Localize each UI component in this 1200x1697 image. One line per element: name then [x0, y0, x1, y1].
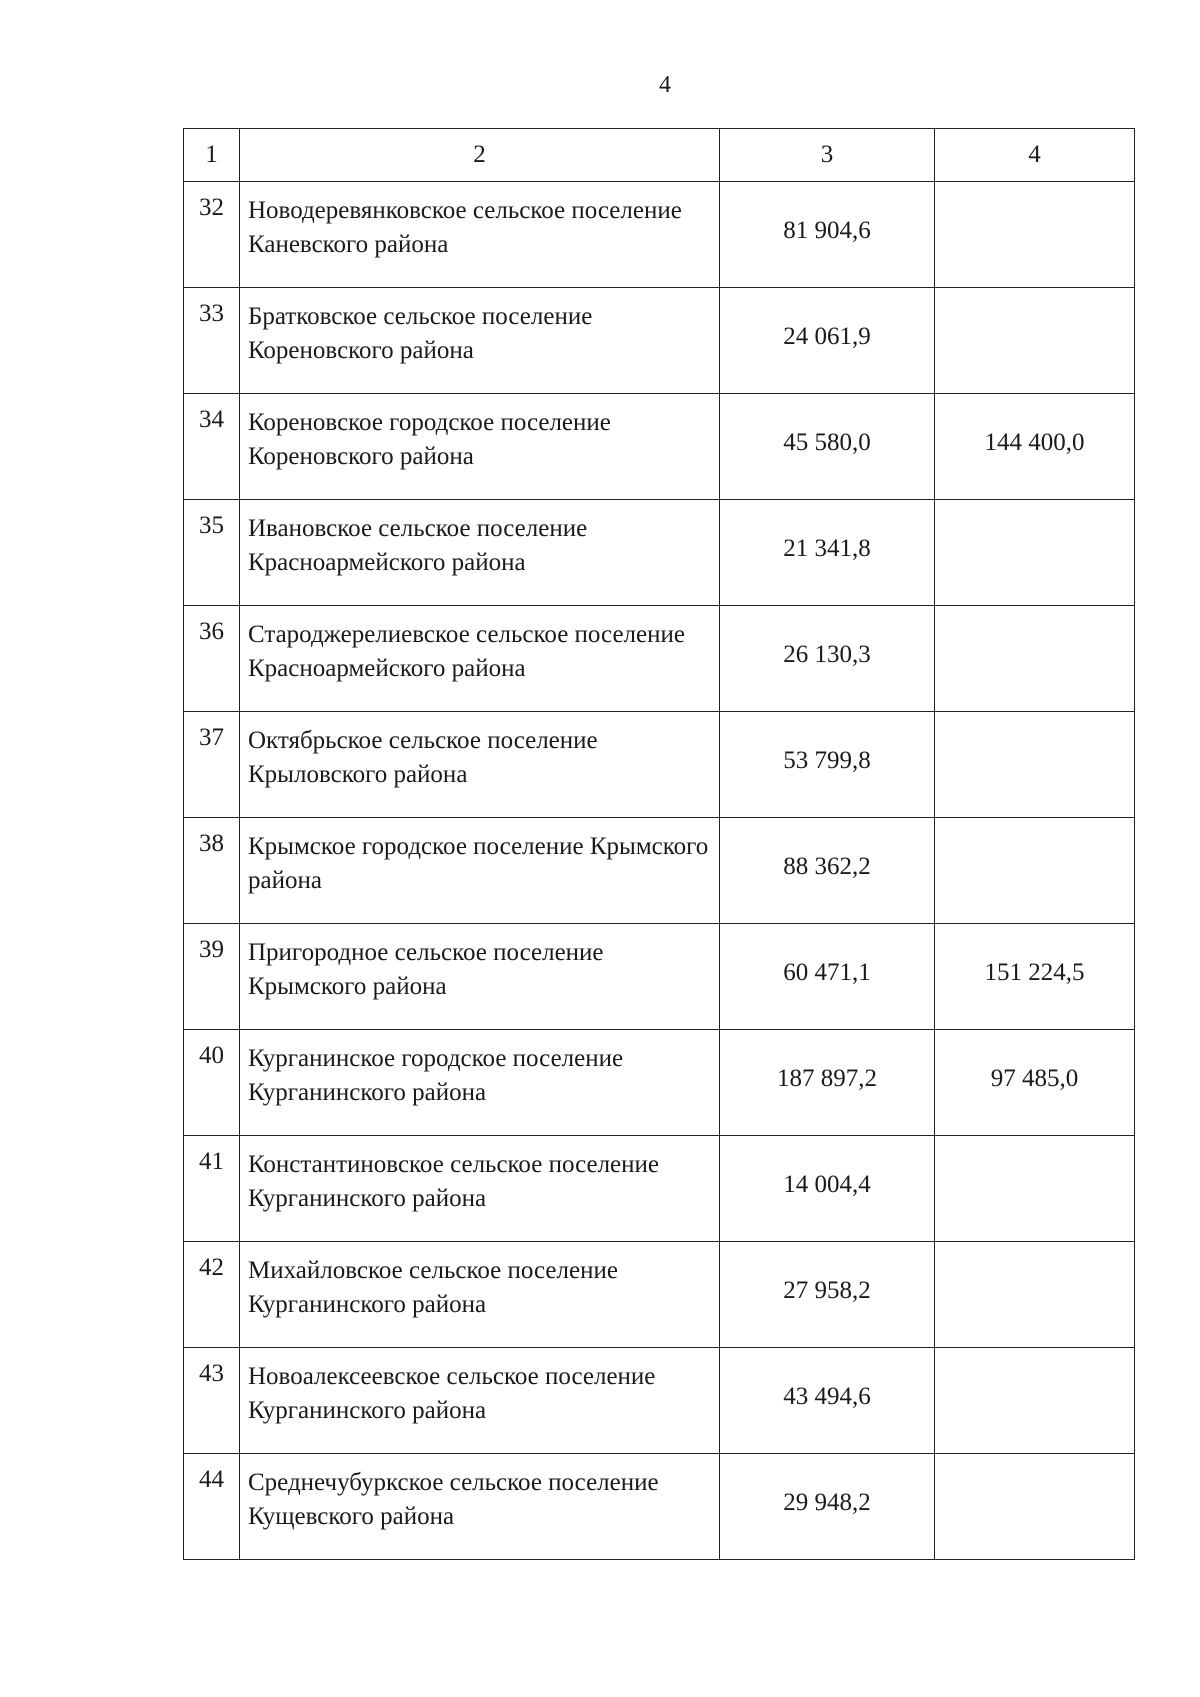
amount-col4	[935, 288, 1135, 394]
settlement-name: Кореновское городское поселение Кореновского района	[240, 394, 720, 500]
settlement-name: Курганинское городское поселение Курганинского района	[240, 1030, 720, 1136]
amount-col3: 88 362,2	[720, 818, 935, 924]
settlement-name: Октябрьское сельское поселение Крыловского района	[240, 712, 720, 818]
amount-col4: 151 224,5	[935, 924, 1135, 1030]
row-number: 40	[184, 1030, 240, 1136]
row-number: 36	[184, 606, 240, 712]
amount-col4	[935, 1242, 1135, 1348]
amount-col3: 24 061,9	[720, 288, 935, 394]
table-row	[184, 1242, 1135, 1348]
table-row	[184, 1454, 1135, 1560]
amount-col4	[935, 1454, 1135, 1560]
amount-col4	[935, 606, 1135, 712]
table-row	[184, 1136, 1135, 1242]
table-row	[184, 394, 1135, 500]
column-header-3: 3	[720, 129, 935, 182]
settlement-name: Крымское городское поселение Крымского района	[240, 818, 720, 924]
settlement-name: Михайловское сельское поселение Курганинского района	[240, 1242, 720, 1348]
amount-col4	[935, 1348, 1135, 1454]
row-number: 44	[184, 1454, 240, 1560]
row-number: 41	[184, 1136, 240, 1242]
row-number: 42	[184, 1242, 240, 1348]
row-number: 33	[184, 288, 240, 394]
amount-col3: 29 948,2	[720, 1454, 935, 1560]
table-row	[184, 182, 1135, 288]
table-row	[184, 288, 1135, 394]
amount-col3: 81 904,6	[720, 182, 935, 288]
table-row	[184, 924, 1135, 1030]
amount-col4	[935, 182, 1135, 288]
table-header-row	[184, 129, 1135, 182]
row-number: 35	[184, 500, 240, 606]
amount-col3: 60 471,1	[720, 924, 935, 1030]
amount-col3: 27 958,2	[720, 1242, 935, 1348]
settlement-name: Константиновское сельское поселение Курганинского района	[240, 1136, 720, 1242]
row-number: 43	[184, 1348, 240, 1454]
row-number: 38	[184, 818, 240, 924]
page-number: 4	[659, 72, 671, 98]
table-row	[184, 1348, 1135, 1454]
column-header-2: 2	[240, 129, 720, 182]
amount-col4	[935, 712, 1135, 818]
amount-col4: 97 485,0	[935, 1030, 1135, 1136]
row-number: 39	[184, 924, 240, 1030]
settlement-name: Пригородное сельское поселение Крымского района	[240, 924, 720, 1030]
amount-col4: 144 400,0	[935, 394, 1135, 500]
amount-col4	[935, 500, 1135, 606]
table-row	[184, 1030, 1135, 1136]
amount-col4	[935, 818, 1135, 924]
settlement-name: Братковское сельское поселение Кореновского района	[240, 288, 720, 394]
settlement-name: Среднечубуркское сельское поселение Кущевского района	[240, 1454, 720, 1560]
amount-col3: 187 897,2	[720, 1030, 935, 1136]
amount-col3: 26 130,3	[720, 606, 935, 712]
settlements-table	[183, 128, 1135, 1560]
amount-col3: 14 004,4	[720, 1136, 935, 1242]
column-header-1: 1	[184, 129, 240, 182]
row-number: 34	[184, 394, 240, 500]
amount-col3: 45 580,0	[720, 394, 935, 500]
amount-col3: 53 799,8	[720, 712, 935, 818]
settlement-name: Ивановское сельское поселение Красноармейского района	[240, 500, 720, 606]
table-row	[184, 500, 1135, 606]
settlement-name: Новоалексеевское сельское поселение Курганинского района	[240, 1348, 720, 1454]
settlement-name: Новодеревянковское сельское поселение Каневского района	[240, 182, 720, 288]
row-number: 32	[184, 182, 240, 288]
settlement-name: Староджерелиевское сельское поселение Красноармейского района	[240, 606, 720, 712]
table-row	[184, 606, 1135, 712]
amount-col3: 21 341,8	[720, 500, 935, 606]
table-row	[184, 818, 1135, 924]
column-header-4: 4	[935, 129, 1135, 182]
amount-col3: 43 494,6	[720, 1348, 935, 1454]
table-row	[184, 712, 1135, 818]
amount-col4	[935, 1136, 1135, 1242]
row-number: 37	[184, 712, 240, 818]
